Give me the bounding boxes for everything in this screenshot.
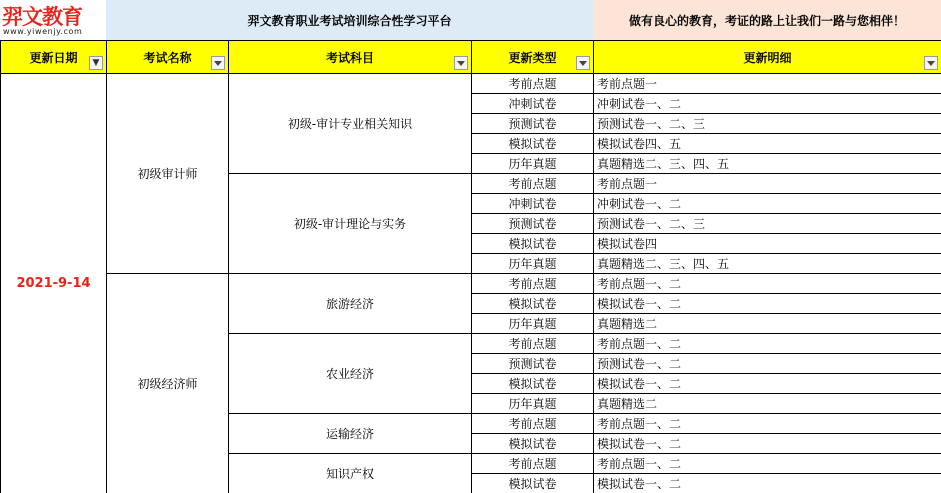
filter-active-icon[interactable]: ▼ <box>89 56 103 70</box>
dropdown-arrow-icon[interactable] <box>924 56 938 70</box>
detail-cell: 真题精选二 <box>594 394 941 414</box>
subject-cell: 初级-审计理论与实务 <box>229 174 472 274</box>
header-date-label: 更新日期 <box>29 50 78 65</box>
type-cell: 模拟试卷 <box>472 434 594 454</box>
detail-cell: 模拟试卷一、二 <box>594 474 941 493</box>
detail-cell: 冲刺试卷一、二 <box>594 94 941 114</box>
table-row <box>1 274 941 294</box>
update-table <box>0 40 941 493</box>
type-cell: 冲刺试卷 <box>472 194 594 214</box>
subject-cell: 初级-审计专业相关知识 <box>229 74 472 174</box>
type-cell: 预测试卷 <box>472 114 594 134</box>
detail-cell: 模拟试卷四、五 <box>594 134 941 154</box>
header-subject <box>229 41 472 74</box>
dropdown-arrow-icon[interactable] <box>576 56 590 70</box>
table-row <box>1 74 941 94</box>
type-cell: 模拟试卷 <box>472 294 594 314</box>
detail-cell: 模拟试卷一、二 <box>594 374 941 394</box>
detail-cell: 真题精选二、三、四、五 <box>594 154 941 174</box>
type-cell: 考前点题 <box>472 274 594 294</box>
header-type-label: 更新类型 <box>508 50 557 65</box>
type-cell: 考前点题 <box>472 334 594 354</box>
detail-cell: 预测试卷一、二 <box>594 354 941 374</box>
header-exam <box>107 41 229 74</box>
detail-cell: 模拟试卷一、二 <box>594 434 941 454</box>
detail-cell: 考前点题一、二 <box>594 274 941 294</box>
type-cell: 冲刺试卷 <box>472 94 594 114</box>
detail-cell: 考前点题一、二 <box>594 414 941 434</box>
type-cell: 历年真题 <box>472 394 594 414</box>
type-cell: 历年真题 <box>472 154 594 174</box>
detail-cell: 真题精选二、三、四、五 <box>594 254 941 274</box>
header-type <box>472 41 594 74</box>
detail-cell: 考前点题一 <box>594 174 941 194</box>
type-cell: 考前点题 <box>472 454 594 474</box>
type-cell: 模拟试卷 <box>472 474 594 493</box>
subject-cell: 旅游经济 <box>229 274 472 334</box>
slogan: 做有良心的教育，考证的路上让我们一路与您相伴！ <box>593 0 941 40</box>
subject-cell: 农业经济 <box>229 334 472 414</box>
logo-url: www.yiwenjy.com <box>3 27 83 36</box>
header-date <box>1 41 107 74</box>
type-cell: 模拟试卷 <box>472 134 594 154</box>
type-cell: 模拟试卷 <box>472 374 594 394</box>
subject-cell: 运输经济 <box>229 414 472 454</box>
detail-cell: 考前点题一 <box>594 74 941 94</box>
dropdown-arrow-icon[interactable] <box>211 56 225 70</box>
type-cell: 历年真题 <box>472 314 594 334</box>
subject-cell: 知识产权 <box>229 454 472 493</box>
header-exam-label: 考试名称 <box>143 50 192 65</box>
platform-title: 羿文教育职业考试培训综合性学习平台 <box>106 0 593 40</box>
detail-cell: 模拟试卷一、二 <box>594 294 941 314</box>
detail-cell: 预测试卷一、二、三 <box>594 214 941 234</box>
logo <box>0 0 106 40</box>
detail-cell: 预测试卷一、二、三 <box>594 114 941 134</box>
type-cell: 模拟试卷 <box>472 234 594 254</box>
header-row <box>1 41 941 74</box>
detail-cell: 冲刺试卷一、二 <box>594 194 941 214</box>
type-cell: 考前点题 <box>472 74 594 94</box>
type-cell: 考前点题 <box>472 174 594 194</box>
type-cell: 考前点题 <box>472 414 594 434</box>
dropdown-arrow-icon[interactable] <box>454 56 468 70</box>
logo-text: 羿文教育 <box>2 4 82 29</box>
header-detail-label: 更新明细 <box>743 50 792 65</box>
exam-cell: 初级审计师 <box>107 74 229 274</box>
detail-cell: 考前点题一、二 <box>594 454 941 474</box>
date-cell: 2021-9-14 <box>1 74 107 493</box>
banner <box>0 0 941 40</box>
header-detail <box>594 41 941 74</box>
type-cell: 历年真题 <box>472 254 594 274</box>
type-cell: 预测试卷 <box>472 354 594 374</box>
exam-cell: 初级经济师 <box>107 274 229 493</box>
type-cell: 预测试卷 <box>472 214 594 234</box>
detail-cell: 考前点题一、二 <box>594 334 941 354</box>
detail-cell: 模拟试卷四 <box>594 234 941 254</box>
detail-cell: 真题精选二 <box>594 314 941 334</box>
header-subject-label: 考试科目 <box>325 50 374 65</box>
